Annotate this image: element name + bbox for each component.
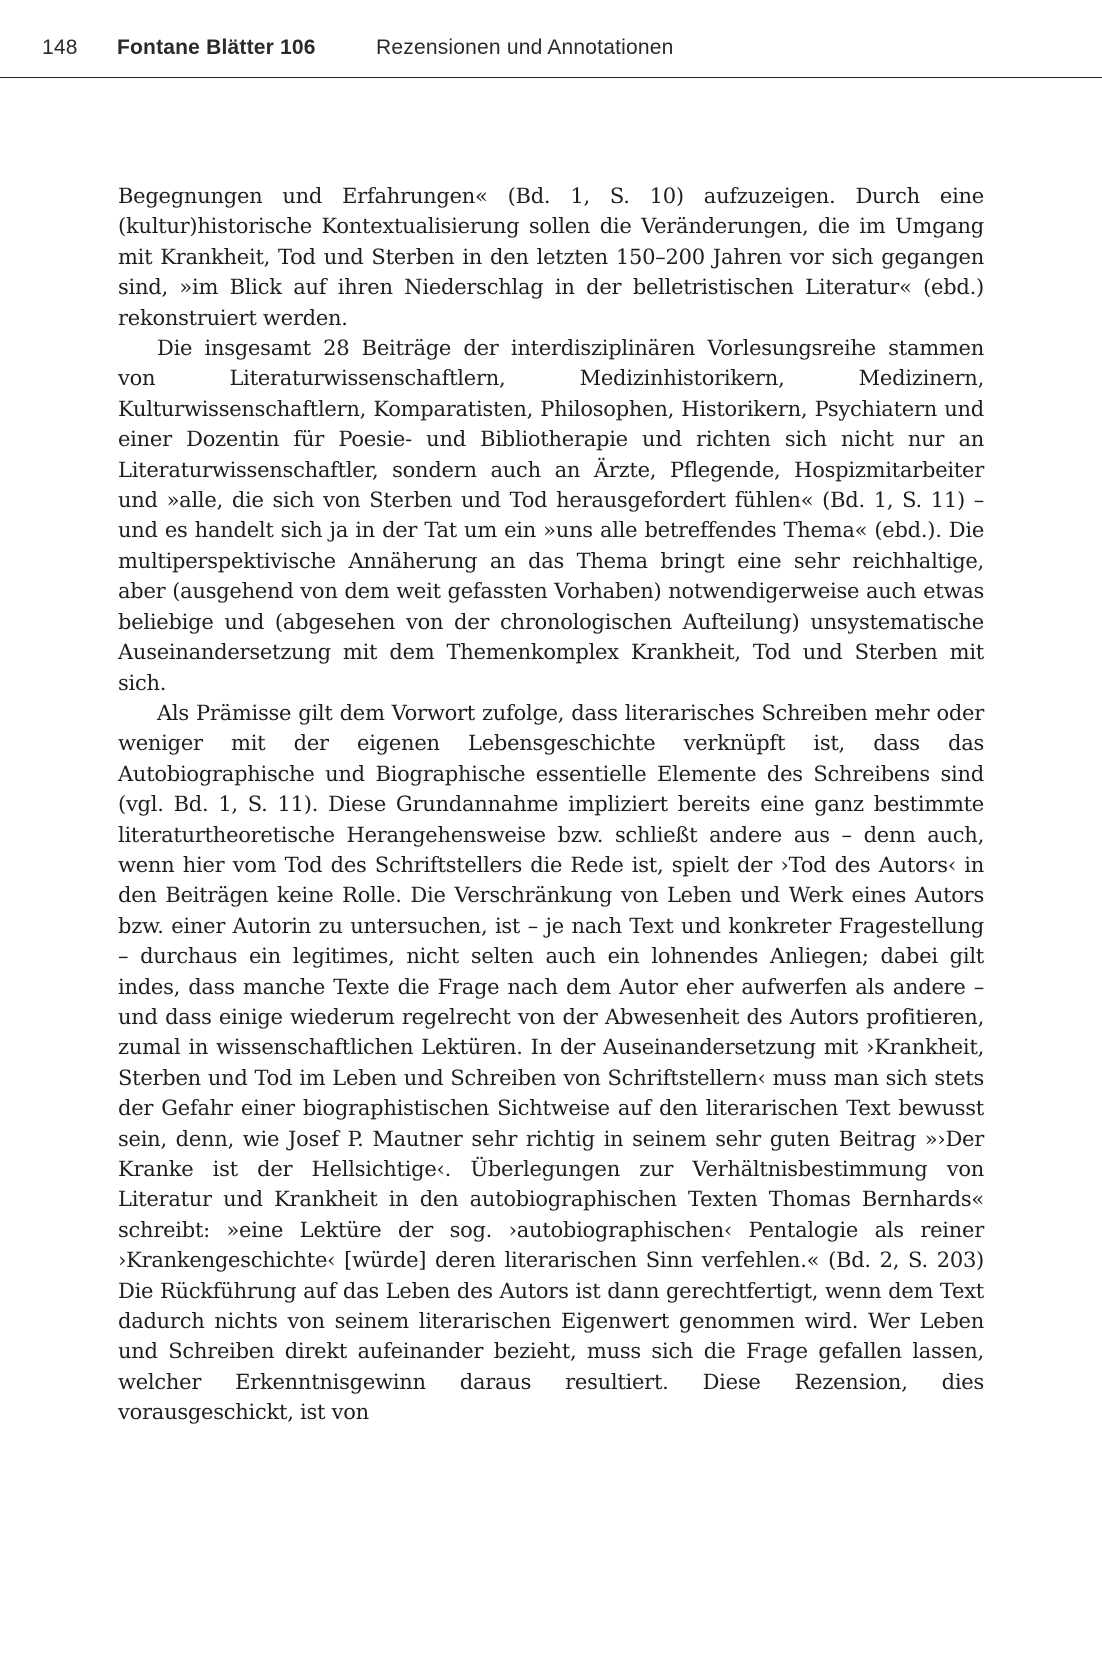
journal-title: Fontane Blätter 106 bbox=[117, 36, 316, 59]
page-number: 148 bbox=[42, 36, 78, 59]
paragraph-1: Begegnungen und Erfahrungen« (Bd. 1, S. 10) aufzuzeigen. Durch eine (kultur)historische Kontextualisierung sollen die Veränderungen, die im Umgang mit Krankheit, Tod und Sterben in den letzten 150–200 Jahren vor sich gegangen sind, »im Blick auf ihren Niederschlag in der belletristischen Literatur« (ebd.) rekonstruiert werden. bbox=[118, 184, 984, 330]
paragraph-2: Die insgesamt 28 Beiträge der interdisziplinären Vorlesungsreihe stammen von Literaturwissenschaftlern, Medizinhistorikern, Medizinern, Kulturwissenschaftlern, Komparatisten, Philosophen, Historikern, Psychiatern und einer Dozentin für Poesie- und Bibliotherapie und richten sich nicht nur an Literaturwissenschaftler, sondern auch an Ärzte, Pflegende, Hospizmitarbeiter und »alle, die sich von Sterben und Tod herausgefordert fühlen« (Bd. 1, S. 11) – und es handelt sich ja in der Tat um ein »uns alle betreffendes Thema« (ebd.). Die multiperspektivische Annäherung an das Thema bringt eine sehr reichhaltige, aber (ausgehend von dem weit gefassten Vorhaben) notwendigerweise auch etwas beliebige und (abgesehen von der chronologischen Aufteilung) unsystematische Auseinandersetzung mit dem Themenkomplex Krankheit, Tod und Sterben mit sich. bbox=[118, 336, 984, 695]
section-title: Rezensionen und Annotationen bbox=[376, 36, 674, 59]
paragraph-3: Als Prämisse gilt dem Vorwort zufolge, dass literarisches Schreiben mehr oder weniger mit der eigenen Lebensgeschichte verknüpft ist, dass das Autobiographische und Biographische essentielle Elemente des Schreibens sind (vgl. Bd. 1, S. 11). Diese Grundannahme impliziert bereits eine ganz bestimmte literaturtheoretische Herangehensweise bzw. schließt andere aus – denn auch, wenn hier vom Tod des Schriftstellers die Rede ist, spielt der ›Tod des Autors‹ in den Beiträgen keine Rolle. Die Verschränkung von Leben und Werk eines Autors bzw. einer Autorin zu untersuchen, ist – je nach Text und konkreter Fragestellung – durchaus ein legitimes, nicht selten auch ein lohnendes Anliegen; dabei gilt indes, dass manche Texte die Frage nach dem Autor eher aufwerfen als andere – und dass einige wiederum regelrecht von der Abwesenheit des Autors profitieren, zumal in wissenschaftlichen Lektüren. In der Auseinandersetzung mit ›Krankheit, Sterben und Tod im Leben und Schreiben von Schriftstellern‹ muss man sich stets der Gefahr einer biographistischen Sichtweise auf den literarischen Text bewusst sein, denn, wie Josef P. Mautner sehr richtig in seinem sehr guten Beitrag »›Der Kranke ist der Hellsichtige‹. Überlegungen zur Verhältnisbestimmung von Literatur und Krankheit in den autobiographischen Texten Thomas Bernhards« schreibt: »eine Lektüre der sog. ›autobiographischen‹ Pentalogie als reiner ›Krankengeschichte‹ [würde] deren literarischen Sinn verfehlen.« (Bd. 2, S. 203) Die Rückführung auf das Leben des Autors ist dann gerechtfertigt, wenn dem Text dadurch nichts von seinem literarischen Eigenwert genommen wird. Wer Leben und Schreiben direkt aufeinander bezieht, muss sich die Frage gefallen lassen, welcher Erkenntnisgewinn daraus resultiert. Diese Rezension, dies vorausgeschickt, ist von bbox=[118, 700, 984, 1425]
running-head bbox=[0, 0, 1102, 78]
article-body bbox=[118, 181, 984, 1428]
